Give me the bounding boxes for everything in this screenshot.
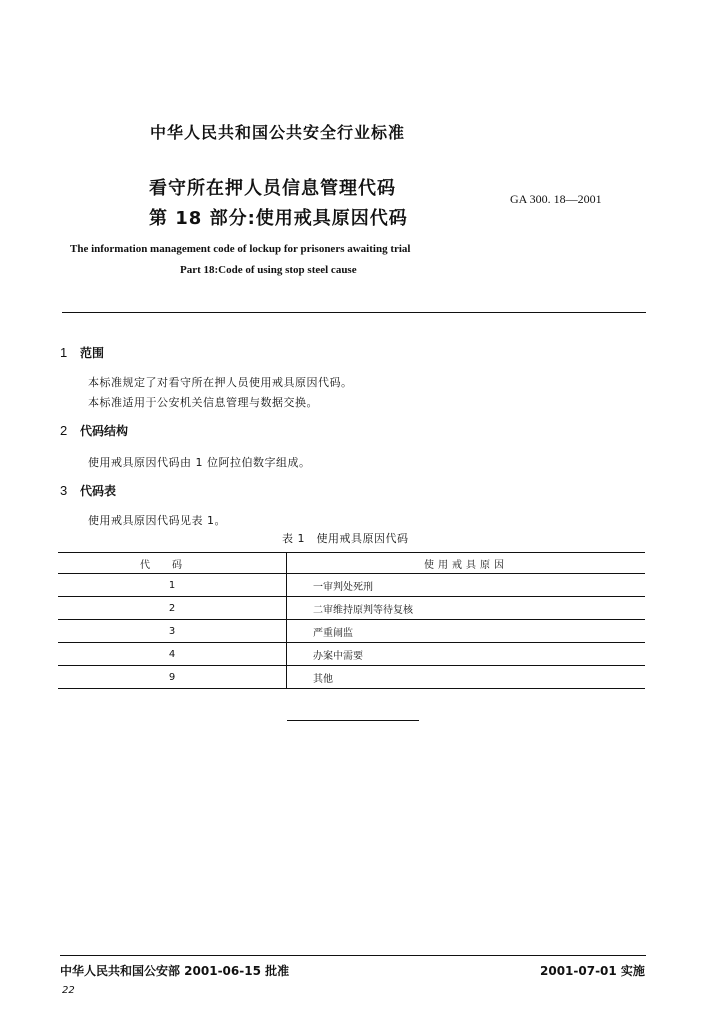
section-title: 代码表 [80,484,117,498]
section-heading-code-table [60,482,116,499]
header-code: 代码 [58,553,287,574]
table-row [58,597,645,620]
row-reason: 一审判处死刑 [287,574,646,597]
row-reason: 二审维持原判等待复核 [287,597,646,620]
code-table [58,552,645,689]
table-row [58,574,645,597]
row-reason: 办案中需要 [287,643,646,666]
section-title: 代码结构 [80,424,129,438]
row-reason: 其他 [287,666,646,689]
title-cn-line-1: 看守所在押人员信息管理代码 [149,178,396,199]
end-rule [287,720,419,721]
table-row [58,620,645,643]
section-heading-scope [60,344,104,361]
table-row [58,666,645,689]
section-number: 1 [60,345,68,360]
section-number: 3 [60,483,68,498]
section-number: 2 [60,423,68,438]
title-en-line-1: The information management code of lockup for prisoners awaiting trial [70,243,411,255]
footer-rule [60,955,646,956]
section-title: 范围 [80,346,105,360]
row-code: 9 [58,666,287,689]
approval-info: 中华人民共和国公安部 2001-06-15 批准 [60,964,290,978]
implementation-date: 2001-07-01 实施 [540,964,645,978]
table-header-row [58,553,645,574]
table-caption: 表 1 使用戒具原因代码 [282,532,409,545]
row-code: 2 [58,597,287,620]
structure-paragraph: 使用戒具原因代码由 1 位阿拉伯数字组成。 [88,456,311,469]
title-cn-line-2: 第 18 部分:使用戒具原因代码 [149,208,408,229]
section-heading-structure [60,422,128,439]
standard-number: GA 300. 18—2001 [510,192,602,206]
row-code: 1 [58,574,287,597]
table-row [58,643,645,666]
page-number: 22 [62,985,75,996]
title-en-line-2: Part 18:Code of using stop steel cause [180,264,357,276]
header-rule [62,312,646,313]
row-code: 3 [58,620,287,643]
row-reason: 严重闹监 [287,620,646,643]
scope-paragraph-2: 本标准适用于公安机关信息管理与数据交换。 [88,396,318,409]
standard-category: 中华人民共和国公共安全行业标准 [150,123,406,142]
header-reason: 使用戒具原因 [287,553,646,574]
table-reference-paragraph: 使用戒具原因代码见表 1。 [88,514,226,527]
scope-paragraph-1: 本标准规定了对看守所在押人员使用戒具原因代码。 [88,376,353,389]
row-code: 4 [58,643,287,666]
